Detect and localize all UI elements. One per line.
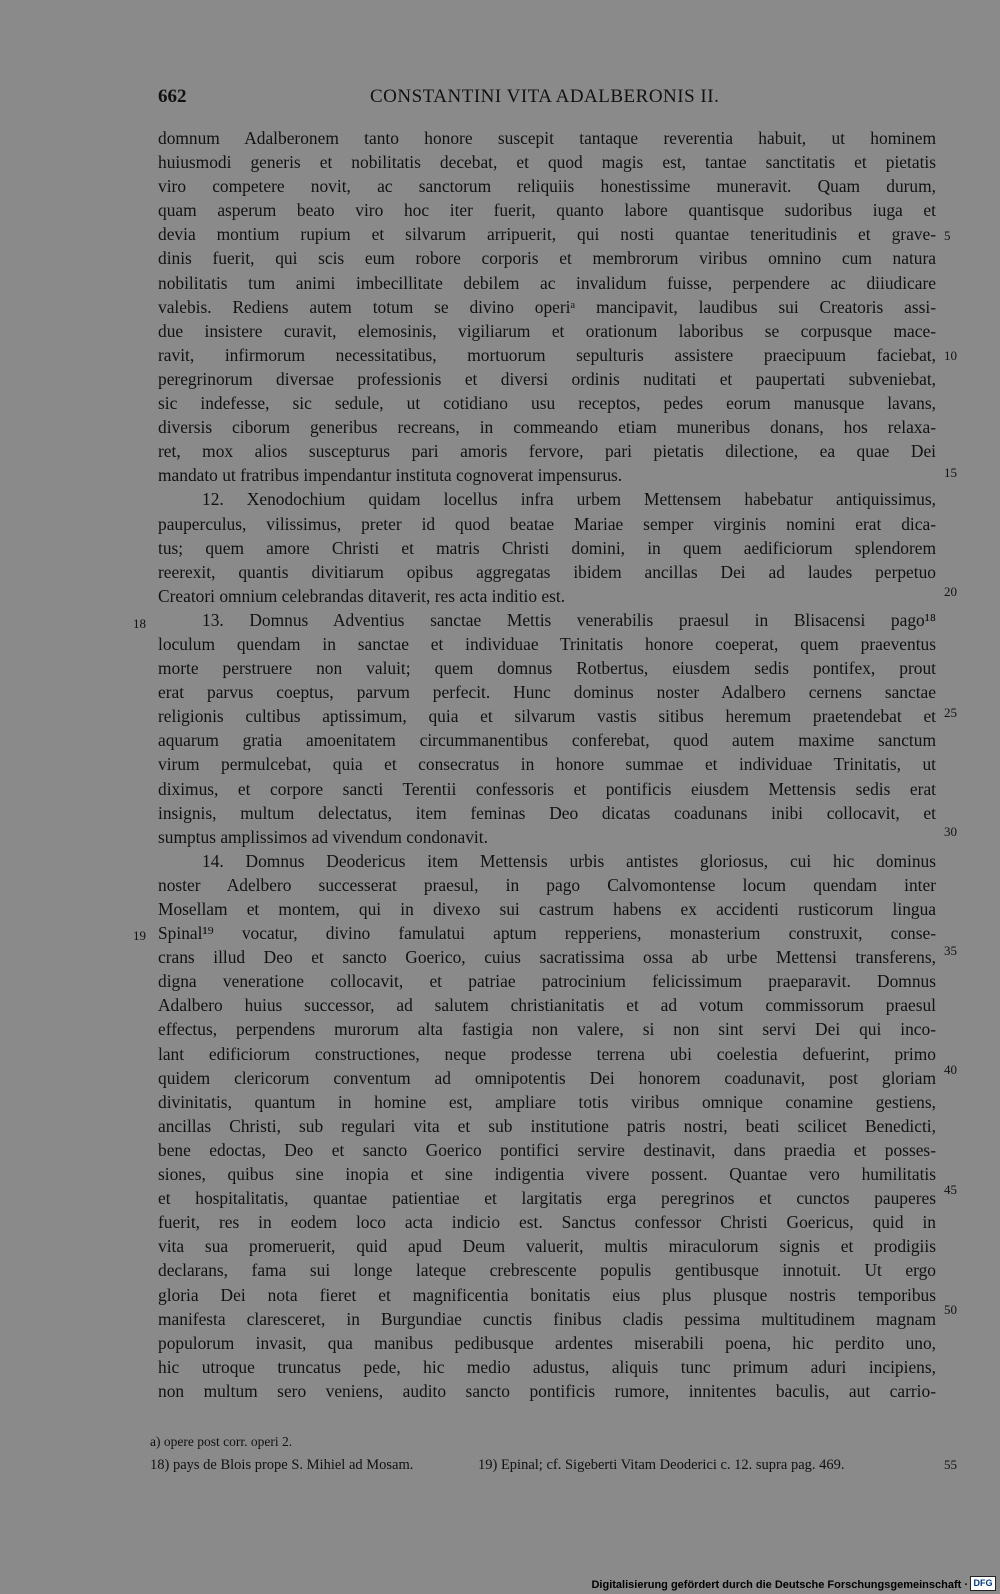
page-number: 662: [158, 86, 187, 107]
text-line: virum permulcebat, quia et consecratus in honore summae et individuae Trinitatis, ut: [158, 754, 936, 775]
funding-credit: Digitalisierung gefördert durch die Deutsche Forschungsgemeinschaft ·: [591, 1579, 968, 1591]
text-line: mandato ut fratribus impendantur instituta cognoverat impensurus.: [158, 465, 623, 486]
text-line: aquarum gratia amoenitatem circummanentibus conferebat, quod autem maxime sanctum: [158, 730, 936, 751]
footnote-a: a) opere post corr. operi 2.: [150, 1434, 293, 1449]
text-line: gloria Dei nota fieret et magnificentia bonitatis eius plus plusque nostris temporibus: [158, 1284, 936, 1305]
line-number: 15: [944, 465, 957, 480]
text-line: viro competere novit, ac sanctorum reliquiis honestissime muneravit. Quam durum,: [158, 176, 936, 197]
text-line: effectus, perpendens murorum alta fastigia non valere, si non sint servi Dei qui inco-: [158, 1019, 936, 1040]
text-line: noster Adelbero successerat praesul, in pago Calvomontense locum quendam inter: [158, 874, 936, 895]
dfg-logo: DFG: [970, 1576, 996, 1591]
page-header: [0, 86, 1000, 116]
line-number: 55: [944, 1457, 957, 1472]
text-line: diversis ciborum generibus recreans, in commeando etiam muneribus donans, hos relaxa-: [158, 417, 936, 438]
text-line: Mosellam et montem, qui in divexo sui castrum habens ex accidenti rusticorum lingua: [158, 899, 936, 919]
text-line: erat parvus coeptus, parvum perfecit. Hunc dominus noster Adalbero cernens sanctae: [158, 682, 936, 703]
text-line: diximus, et corpore sancti Terentii confessoris et pontificis eiusdem Mettensis sedis erat: [158, 778, 936, 799]
line-number: 50: [944, 1302, 957, 1317]
text-line: morte perstruere non valuit; quem domnus Rotbertus, eiusdem sedis pontifex, prout: [158, 658, 936, 679]
text-line: crans illud Deo et sancto Goerico, cuius sacratissima ossa ab urbe Mettensi transferens,: [158, 947, 936, 968]
text-line: quidem clericorum conventum ad omnipotentis Dei honorem coadunavit, post gloriam: [158, 1067, 936, 1088]
margin-note-ref: 18: [133, 616, 146, 631]
text-line: 13. Domnus Adventius sanctae Mettis venerabilis praesul in Blisacensi pago¹⁸: [202, 609, 936, 630]
footnote-18: 18) pays de Blois prope S. Mihiel ad Mosam.: [150, 1457, 414, 1473]
text-line: ancillas Christi, sub regulari vita et sub institutione patris nostri, beati scilicet Benedicti,: [158, 1115, 936, 1136]
text-line: nobilitatis tum animi imbecillitate debilem ac invalidum fuisse, perpendere ac diiudicare: [158, 272, 936, 293]
line-number: 5: [944, 228, 951, 243]
text-line: et hospitalitatis, quantae patientiae et largitatis erga peregrinos et cunctos pauperes: [158, 1188, 936, 1209]
text-line: ravit, infirmorum necessitatibus, mortuorum sepulturis assistere praecipuum faciebat,: [158, 344, 936, 365]
text-line: Adalbero huius successor, ad salutem christianitatis et ad votum commissorum praesul: [158, 995, 936, 1016]
text-line: populorum invasit, qua manibus pedibusque ardentes miserabili poena, hic perdito uno,: [158, 1332, 936, 1353]
text-line: due insistere curavit, elemosinis, vigiliarum et orationum laboribus se corpusque mace-: [158, 320, 936, 341]
text-line: valebis. Rediens autem totum se divino operiᵃ mancipavit, laudibus sui Creatoris assi-: [158, 296, 936, 317]
footnotes: [150, 1431, 957, 1477]
text-line: religionis cultibus aptissimum, quia et silvarum vastis sitibus heremum praetendebat et: [158, 706, 936, 727]
text-line: quam asperum beato viro hoc iter fuerit, quanto labore quantisque sudoribus iuga et: [158, 200, 936, 221]
text-line: non multum sero veniens, audito sancto pontificis rumore, innitentes baculis, aut carrio-: [158, 1380, 936, 1401]
text-line: sic indefesse, sic sedule, ut cotidiano usu receptos, pedes eorum manusque lavans,: [158, 393, 936, 414]
text-line: 14. Domnus Deodericus item Mettensis urbis antistes gloriosus, cui hic dominus: [202, 850, 936, 871]
running-title: CONSTANTINI VITA ADALBERONIS II.: [370, 86, 720, 107]
text-line: tus; quem amore Christi et matris Christi domini, in quem aedificiorum splendorem: [158, 537, 936, 558]
text-line: vita sua promeruerit, quid apud Deum valuerit, multis miraculorum signis et prodigiis: [158, 1236, 936, 1257]
line-number: 30: [944, 824, 957, 839]
text-line: lant edificiorum constructiones, neque prodesse terrena ubi coelestia defuerint, primo: [158, 1043, 936, 1064]
line-number: 20: [944, 584, 957, 599]
text-line: peregrinorum diversae professionis et diversi ordinis nuditati et paupertati subveniebat,: [158, 368, 936, 389]
footnote-19: 19) Epinal; cf. Sigeberti Vitam Deoderici c. 12. supra pag. 469.: [478, 1457, 845, 1473]
footnote-row: [150, 1453, 957, 1477]
text-line: ret, mox alios suscepturus pari amoris fervore, pari pietatis dilectione, ea quae Dei: [158, 441, 936, 462]
line-number: 40: [944, 1062, 957, 1077]
text-line: huiusmodi generis et nobilitatis decebat, et quod magis est, tantae sanctitatis et pietatis: [158, 152, 936, 173]
text-line: loculum quendam in sanctae et individuae Trinitatis honore coeperat, quem praeventus: [158, 633, 936, 654]
text-line: manifesta claresceret, in Burgundiae cunctis finibus cladis pessima multitudinem magnam: [158, 1308, 936, 1329]
text-line: dinis fuerit, qui scis eum robore corporis et membrorum viribus omnino cum natura: [158, 248, 936, 269]
text-line: 12. Xenodochium quidam locellus infra urbem Mettensem habebatur antiquissimus,: [202, 489, 936, 510]
text-line: bene edoctas, Deo et sancto Goerico pontifici servire destinavit, dans praedia et posses-: [158, 1139, 936, 1160]
text-line: siones, quibus sine inopia et sine indigentia vivere possent. Quantae vero humilitatis: [158, 1164, 936, 1185]
text-line: hic utroque truncatus pede, hic medio adustus, aliquis tunc primum aduri incipiens,: [158, 1356, 936, 1377]
text-line: digna veneratione collocavit, et patriae patrocinium felicissimum praeparavit. Domnus: [158, 971, 936, 992]
line-number: 25: [944, 705, 957, 720]
text-line: devia montium rupium et silvarum arripuerit, qui nosti quantae teneritudinis et grave-: [158, 224, 936, 245]
body-text: [158, 126, 936, 1403]
text-line: domnum Adalberonem tanto honore suscepit tantaque reverentia habuit, ut hominem: [158, 128, 936, 148]
text-line: declarans, fama sui longe lateque crebrescente populis gentibusque innotuit. Ut ergo: [158, 1260, 936, 1281]
text-line: reerexit, quantis divitiarum opibus aggregatas ibidem ancillas Dei ad laudes perpetuo: [158, 561, 936, 582]
line-number: 35: [944, 943, 957, 958]
text-line: fuerit, res in eodem loco acta indicio est. Sanctus confessor Christi Goericus, quid in: [158, 1212, 936, 1233]
text-line: Creatori omnium celebrandas ditaverit, res acta inditio est.: [158, 585, 566, 606]
margin-note-ref: 19: [133, 928, 146, 943]
text-line: sumptus amplissimos ad vivendum condonavit.: [158, 826, 488, 847]
text-line: insignis, multum delectatus, item feminas Deo dicatas coadunans inibi collocavit, et: [158, 802, 936, 823]
text-line: pauperculus, vilissimus, preter id quod beatae Mariae semper virginis nomini erat dica-: [158, 513, 936, 534]
footer-bar: [0, 1574, 1000, 1594]
line-number: 45: [944, 1182, 957, 1197]
text-line: divinitatis, quantum in homine est, ampliare totis viribus omnique conamine gestiens,: [158, 1091, 936, 1112]
line-number: 10: [944, 348, 957, 363]
text-line: Spinal¹⁹ vocatur, divino famulatui aptum repperiens, monasterium construxit, conse-: [158, 923, 936, 944]
